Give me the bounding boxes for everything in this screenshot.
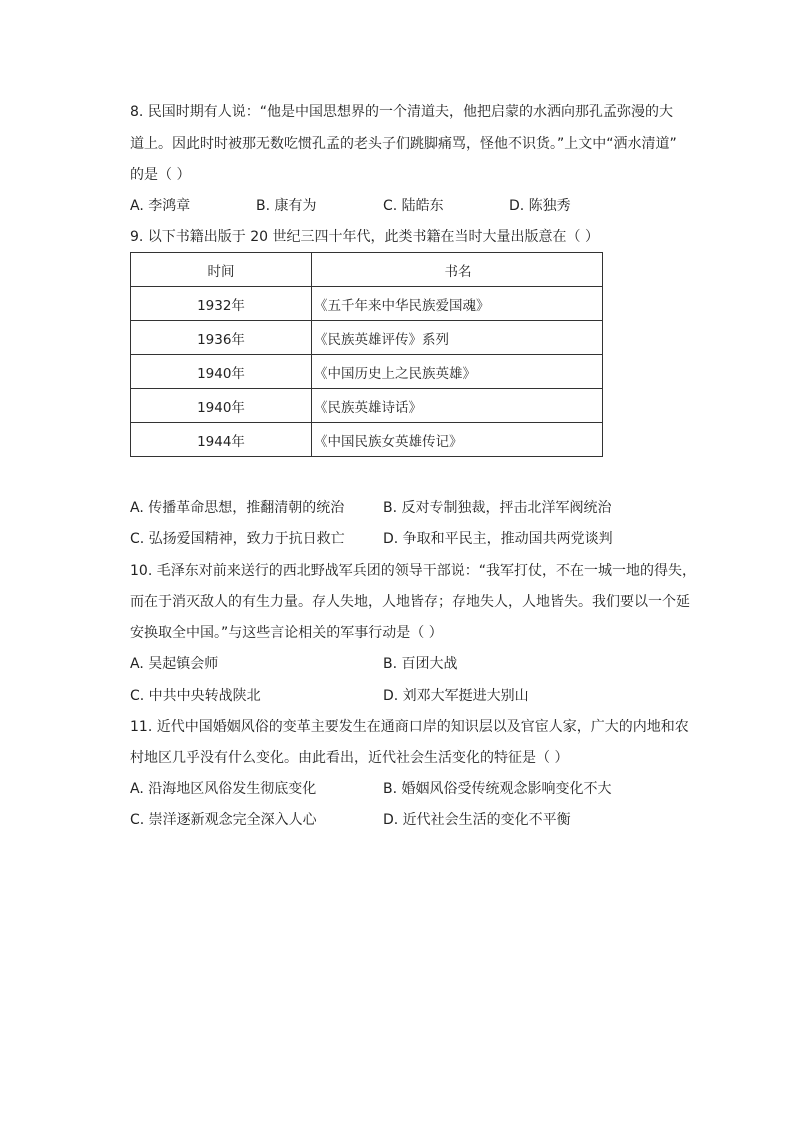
table-header-row — [131, 253, 603, 287]
q10-stem-line-2: 而在于消灭敌人的有生力量。存人失地，人地皆存；存地失人，人地皆失。我们要以一个延 — [130, 594, 690, 610]
table-cell-book: 《民族英雄评传》系列 — [312, 321, 603, 355]
q11-stem-line-1: 11. 近代中国婚姻风俗的变革主要发生在通商口岸的知识层以及官宦人家，广大的内地和农 — [130, 719, 689, 735]
q10-stem-line-1: 10. 毛泽东对前来送行的西北野战军兵团的领导干部说：“我军打仗，不在一城一地的得失， — [130, 563, 696, 579]
q9-option-a: A. 传播革命思想，推翻清朝的统治 — [130, 500, 345, 516]
q8-option-c: C. 陆皓东 — [383, 198, 444, 214]
q11-option-c: C. 崇洋逐新观念完全深入人心 — [130, 812, 317, 828]
table-row — [131, 355, 603, 389]
table-header-title: 书名 — [312, 253, 603, 287]
q10-stem-line-3: 安换取全中国。”与这些言论相关的军事行动是（ ） — [130, 625, 443, 641]
q8-option-b: B. 康有为 — [256, 198, 317, 214]
q9-stem: 9. 以下书籍出版于 20 世纪三四十年代，此类书籍在当时大量出版意在（ ） — [130, 229, 599, 245]
q8-option-d: D. 陈独秀 — [509, 198, 571, 214]
table-cell-book: 《五千年来中华民族爱国魂》 — [312, 287, 603, 321]
q11-option-d: D. 近代社会生活的变化不平衡 — [383, 812, 571, 828]
table-row — [131, 389, 603, 423]
table-row — [131, 321, 603, 355]
q9-option-c: C. 弘扬爱国精神，致力于抗日救亡 — [130, 531, 345, 547]
table-cell-book: 《中国历史上之民族英雄》 — [312, 355, 603, 389]
table-cell-book: 《中国民族女英雄传记》 — [312, 423, 603, 457]
q8-stem-line-3: 的是（ ） — [130, 167, 191, 183]
table-cell-year: 1932年 — [131, 287, 312, 321]
table-row — [131, 287, 603, 321]
q9-book-table — [130, 252, 603, 457]
table-cell-year: 1936年 — [131, 321, 312, 355]
q11-option-b: B. 婚姻风俗受传统观念影响变化不大 — [383, 781, 612, 797]
table-row — [131, 423, 603, 457]
q10-option-c: C. 中共中央转战陕北 — [130, 688, 261, 704]
q8-option-a: A. 李鸿章 — [130, 198, 191, 214]
q10-option-b: B. 百团大战 — [383, 656, 458, 672]
q9-option-b: B. 反对专制独裁，抨击北洋军阀统治 — [383, 500, 612, 516]
q9-option-d: D. 争取和平民主，推动国共两党谈判 — [383, 531, 613, 547]
q10-option-a: A. 吴起镇会师 — [130, 656, 219, 672]
q8-stem-line-2: 道上。因此时时被那无数吃惯孔孟的老头子们跳脚痛骂，怪他不识货。”上文中“洒水清道” — [130, 136, 677, 152]
q8-stem-line-1: 8. 民国时期有人说：“他是中国思想界的一个清道夫，他把启蒙的水洒向那孔孟弥漫的大 — [130, 104, 674, 120]
q11-stem-line-2: 村地区几乎没有什么变化。由此看出，近代社会生活变化的特征是（ ） — [130, 750, 569, 766]
table-cell-book: 《民族英雄诗话》 — [312, 389, 603, 423]
table-cell-year: 1940年 — [131, 389, 312, 423]
q11-option-a: A. 沿海地区风俗发生彻底变化 — [130, 781, 317, 797]
table-cell-year: 1944年 — [131, 423, 312, 457]
q10-option-d: D. 刘邓大军挺进大别山 — [383, 688, 529, 704]
table-cell-year: 1940年 — [131, 355, 312, 389]
table-header-time: 时间 — [131, 253, 312, 287]
